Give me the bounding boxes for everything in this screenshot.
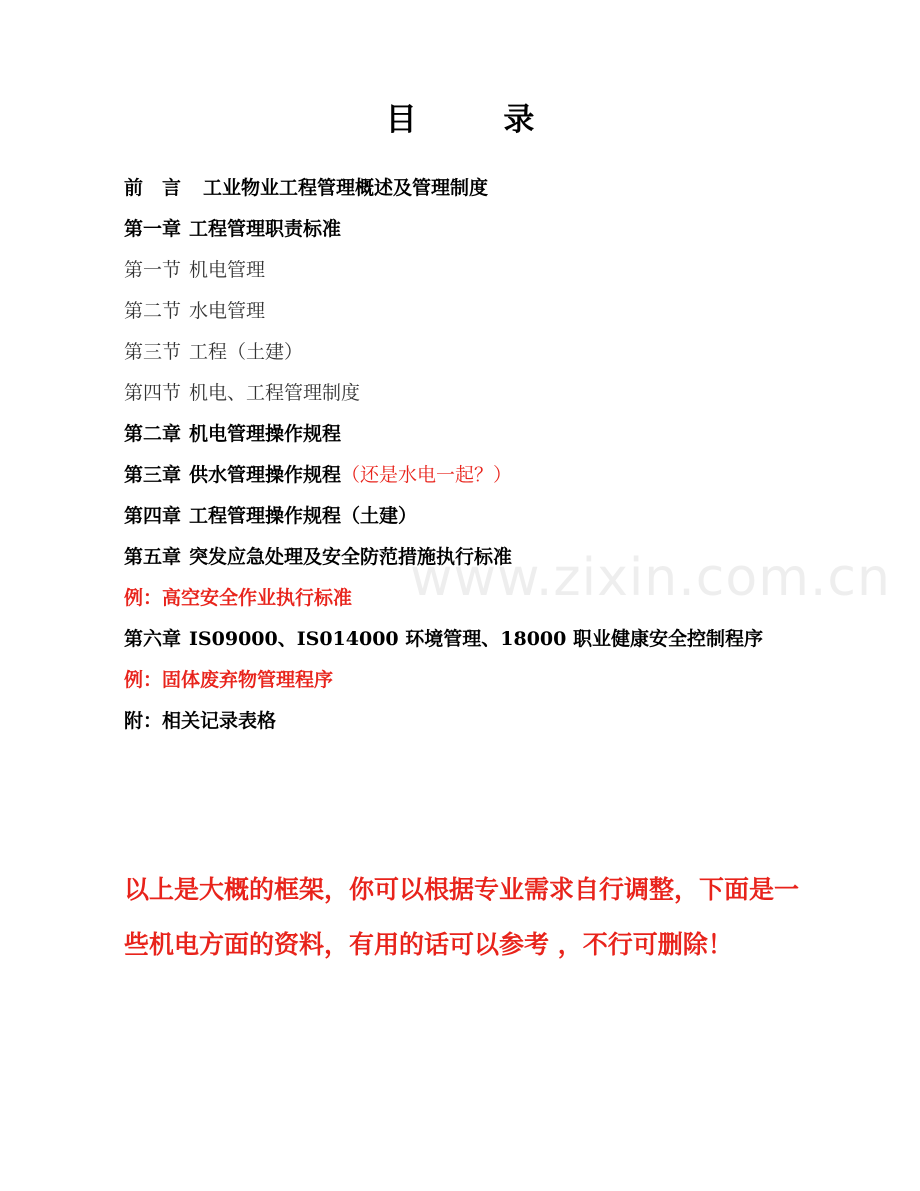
toc-chapter-1-title: 工程管理职责标准 [189,218,342,240]
toc-section-3 [124,332,844,373]
toc-example-1: 例：高空安全作业执行标准 [124,587,353,609]
page-title: 目 录 [385,102,573,138]
toc-section-1 [124,250,844,291]
toc-preface-label: 前 言 [124,177,182,199]
toc-chapter-6-label: 第六章 [124,628,182,650]
toc-section-1-title: 机电管理 [189,259,266,281]
toc-section-3-title: 工程（土建） [189,341,304,363]
toc-section-4-label: 第四节 [124,382,182,404]
toc-section-1-label: 第一节 [124,259,182,281]
toc-chapter-4-label: 第四章 [124,505,182,527]
editor-note: 以上是大概的框架，你可以根据专业需求自行调整，下面是一些机电方面的资料，有用的话可以参考 ，不行可删除！ [124,875,800,959]
toc-appendix: 附：相关记录表格 [124,710,277,732]
toc-chapter-1 [124,209,844,250]
watermark: www.zixin.com.cn [410,548,891,608]
toc-chapter-6 [124,619,844,660]
toc-chapter-2-label: 第二章 [124,423,182,445]
toc-chapter-3 [124,455,844,496]
toc-chapter-2 [124,414,844,455]
toc-chapter-2-title: 机电管理操作规程 [189,423,342,445]
toc-chapter-4-title: 工程管理操作规程（土建） [189,505,418,527]
table-of-contents [124,168,844,742]
toc-chapter-5-title: 突发应急处理及安全防范措施执行标准 [189,546,513,568]
toc-section-4-title: 机电、工程管理制度 [189,382,361,404]
toc-chapter-3-title: 供水管理操作规程 [189,464,342,486]
toc-chapter-3-note: （还是水电一起？） [341,464,513,486]
toc-section-4 [124,373,844,414]
toc-example-2: 例：固体废弃物管理程序 [124,669,334,691]
toc-preface [124,168,844,209]
toc-chapter-1-label: 第一章 [124,218,182,240]
toc-section-2-title: 水电管理 [189,300,266,322]
toc-chapter-6-title: IS09000、IS014000 环境管理、18000 职业健康安全控制程序 [189,628,763,650]
toc-chapter-5-label: 第五章 [124,546,182,568]
toc-chapter-5 [124,537,844,578]
toc-chapter-3-label: 第三章 [124,464,182,486]
toc-section-3-label: 第三节 [124,341,182,363]
toc-section-2-label: 第二节 [124,300,182,322]
toc-chapter-4 [124,496,844,537]
toc-section-2 [124,291,844,332]
toc-preface-title: 工业物业工程管理概述及管理制度 [203,177,489,199]
